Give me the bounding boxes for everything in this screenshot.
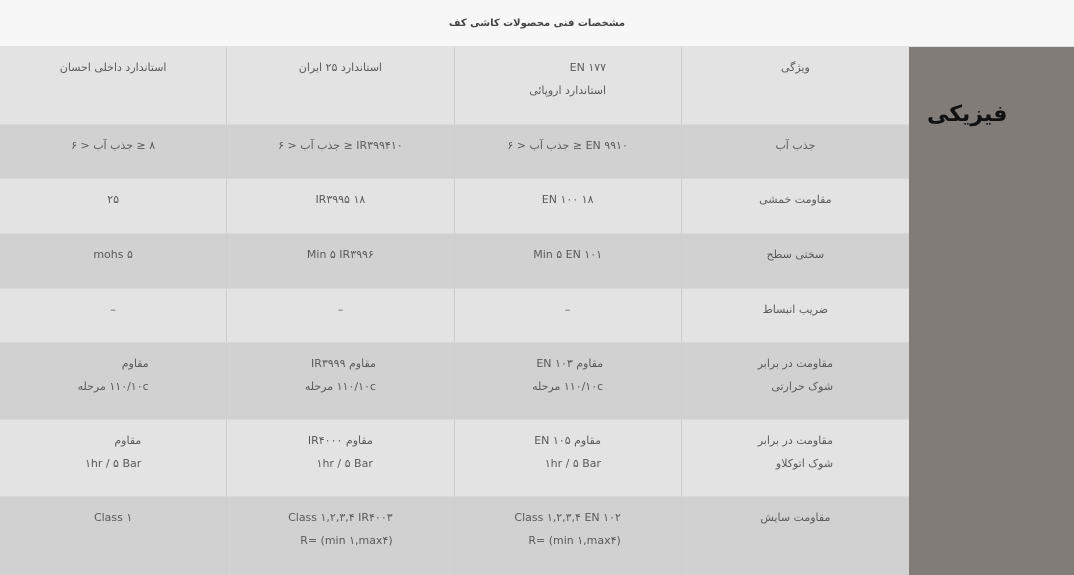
cell-european-standard-text bbox=[514, 506, 620, 552]
cell-european-standard-text bbox=[534, 429, 601, 475]
cell-line: مقاوم EN ۱۰۵ bbox=[534, 434, 602, 447]
cell-iran-standard-text bbox=[307, 243, 374, 266]
header-ehsan-standard bbox=[0, 47, 227, 124]
table-row bbox=[0, 496, 909, 575]
cell-line: مقاوم IR۴۰۰۰ bbox=[307, 434, 373, 447]
cell-iran-standard bbox=[227, 420, 454, 496]
header-feature bbox=[682, 47, 909, 124]
cell-line: مقاوم EN ۱۰۳ bbox=[536, 357, 604, 370]
cell-iran-standard bbox=[227, 234, 454, 288]
cell-iran-standard-text bbox=[278, 134, 403, 157]
cell-iran-standard-text bbox=[305, 352, 376, 398]
cell-european-standard bbox=[455, 343, 682, 419]
cell-line: ضریب انبساط bbox=[762, 303, 829, 316]
cell-line: ۱۸ IR۳۹۹۵ bbox=[315, 193, 366, 206]
cell-european-standard bbox=[455, 420, 682, 496]
cell-feature bbox=[682, 125, 909, 178]
cell-line: EN ۱۰۰ ۱۸ bbox=[541, 193, 594, 206]
cell-iran-standard bbox=[227, 125, 454, 178]
cell-ehsan-standard-text bbox=[78, 352, 149, 398]
table-row bbox=[0, 124, 909, 178]
cell-ehsan-standard bbox=[0, 497, 227, 575]
cell-ehsan-standard bbox=[0, 343, 227, 419]
cell-line: – bbox=[564, 303, 571, 316]
cell-line: استاندارد داخلی احسان bbox=[59, 61, 167, 74]
cell-line: استاندارد ۲۵ ایران bbox=[298, 61, 382, 74]
table-title-bar bbox=[0, 0, 1074, 47]
table-row bbox=[0, 419, 909, 496]
cell-line: Min ۵ EN ۱۰۱ bbox=[533, 248, 603, 261]
cell-line: استاندارد اروپائی bbox=[529, 84, 607, 97]
cell-ehsan-standard-text bbox=[85, 429, 141, 475]
cell-ehsan-standard-text bbox=[71, 134, 155, 157]
category-label: فیزیکی bbox=[927, 102, 1008, 127]
cell-european-standard-text bbox=[542, 188, 594, 211]
cell-line: ویژگی bbox=[780, 61, 810, 74]
cell-iran-standard bbox=[227, 179, 454, 233]
header-ehsan-standard-text bbox=[60, 56, 167, 79]
cell-line: ۱۱۰/۱۰c مرحله bbox=[77, 380, 149, 393]
cell-feature-text bbox=[763, 298, 829, 321]
table-row bbox=[0, 233, 909, 288]
header-european-standard-text bbox=[529, 56, 606, 102]
cell-iran-standard-text bbox=[308, 429, 373, 475]
cell-iran-standard-text bbox=[315, 188, 365, 211]
cell-line: Class ۱,۲,۳,۴ EN ۱۰۲ bbox=[514, 511, 621, 524]
cell-line: مقاوم bbox=[114, 434, 142, 447]
cell-ehsan-standard bbox=[0, 125, 227, 178]
cell-line: شوک اتوکلاو bbox=[775, 457, 834, 470]
cell-ehsan-standard bbox=[0, 179, 227, 233]
cell-european-standard bbox=[455, 289, 682, 342]
cell-ehsan-standard-text bbox=[93, 243, 133, 266]
cell-european-standard-text bbox=[532, 352, 603, 398]
header-iran-standard-text bbox=[299, 56, 382, 79]
cell-european-standard-text bbox=[533, 243, 602, 266]
cell-ehsan-standard bbox=[0, 234, 227, 288]
cell-line: IR۳۹۹۴۱۰ ≤ جذب آب < ۶ bbox=[278, 139, 403, 152]
cell-iran-standard bbox=[227, 497, 454, 575]
table-row bbox=[0, 178, 909, 233]
cell-line: R= (min ۱,max۴) bbox=[300, 534, 393, 547]
cell-feature bbox=[682, 420, 909, 496]
cell-line: ۲۵ bbox=[107, 193, 120, 206]
cell-line: EN ۱۷۷ bbox=[569, 61, 607, 74]
cell-feature bbox=[682, 234, 909, 288]
cell-line: مقاومت خمشی bbox=[759, 193, 832, 206]
cell-feature bbox=[682, 289, 909, 342]
header-iran-standard bbox=[227, 47, 454, 124]
cell-feature-text bbox=[758, 429, 833, 475]
cell-european-standard bbox=[455, 125, 682, 178]
cell-line: ۱hr / ۵ Bar bbox=[84, 457, 142, 470]
cell-line: مقاوم IR۳۹۹۹ bbox=[310, 357, 376, 370]
cell-line: mohs ۵ bbox=[93, 248, 133, 261]
cell-line: ۸ ≤ جذب آب < ۶ bbox=[71, 139, 156, 152]
cell-line: مقاوم bbox=[121, 357, 149, 370]
cell-line: Min ۵ IR۳۹۹۶ bbox=[306, 248, 374, 261]
cell-line: ۱hr / ۵ Bar bbox=[544, 457, 602, 470]
cell-feature-text bbox=[760, 506, 830, 529]
cell-line: – bbox=[110, 303, 116, 316]
cell-iran-standard bbox=[227, 343, 454, 419]
cell-european-standard bbox=[455, 179, 682, 233]
table-row bbox=[0, 288, 909, 342]
cell-line: R= (min ۱,max۴) bbox=[528, 534, 621, 547]
header-row bbox=[0, 47, 909, 124]
cell-european-standard bbox=[455, 497, 682, 575]
cell-ehsan-standard-text bbox=[107, 188, 119, 211]
cell-feature-text bbox=[759, 188, 831, 211]
cell-european-standard-text bbox=[565, 298, 571, 321]
cell-feature bbox=[682, 179, 909, 233]
cell-line: EN ۹۹۱۰ ≤ جذب آب < ۶ bbox=[507, 139, 628, 152]
cell-feature-text bbox=[758, 352, 833, 398]
header-feature-text bbox=[781, 56, 810, 79]
cell-line: مقاومت سایش bbox=[760, 511, 831, 524]
cell-feature bbox=[682, 497, 909, 575]
table-title: مشخصات فنی محصولات کاشی کف bbox=[448, 17, 626, 29]
cell-ehsan-standard bbox=[0, 420, 227, 496]
category-column bbox=[909, 47, 1074, 575]
cell-european-standard bbox=[455, 234, 682, 288]
cell-line: ۱۱۰/۱۰c مرحله bbox=[532, 380, 604, 393]
cell-line: مقاومت در برابر bbox=[757, 434, 834, 447]
cell-line: Class ۱ bbox=[93, 511, 133, 524]
table-row bbox=[0, 342, 909, 419]
cell-line: – bbox=[337, 303, 344, 316]
cell-feature-text bbox=[775, 134, 815, 157]
cell-feature-text bbox=[767, 243, 825, 266]
cell-iran-standard-text bbox=[338, 298, 344, 321]
spec-table bbox=[0, 47, 1074, 575]
header-european-standard bbox=[455, 47, 682, 124]
cell-line: جذب آب bbox=[775, 139, 816, 152]
cell-line: مقاومت در برابر bbox=[757, 357, 834, 370]
cell-feature bbox=[682, 343, 909, 419]
cell-iran-standard bbox=[227, 289, 454, 342]
cell-line: Class ۱,۲,۳,۴ IR۴۰۰۳ bbox=[288, 511, 393, 524]
cell-ehsan-standard-text bbox=[94, 506, 132, 529]
cell-line: ۱۱۰/۱۰c مرحله bbox=[304, 380, 376, 393]
cell-line: سختی سطح bbox=[766, 248, 825, 261]
cell-iran-standard-text bbox=[288, 506, 393, 552]
cell-ehsan-standard-text bbox=[110, 298, 116, 321]
cell-ehsan-standard bbox=[0, 289, 227, 342]
cell-european-standard-text bbox=[507, 134, 628, 157]
cell-line: شوک حرارتی bbox=[771, 380, 834, 393]
cell-line: ۱hr / ۵ Bar bbox=[316, 457, 373, 470]
